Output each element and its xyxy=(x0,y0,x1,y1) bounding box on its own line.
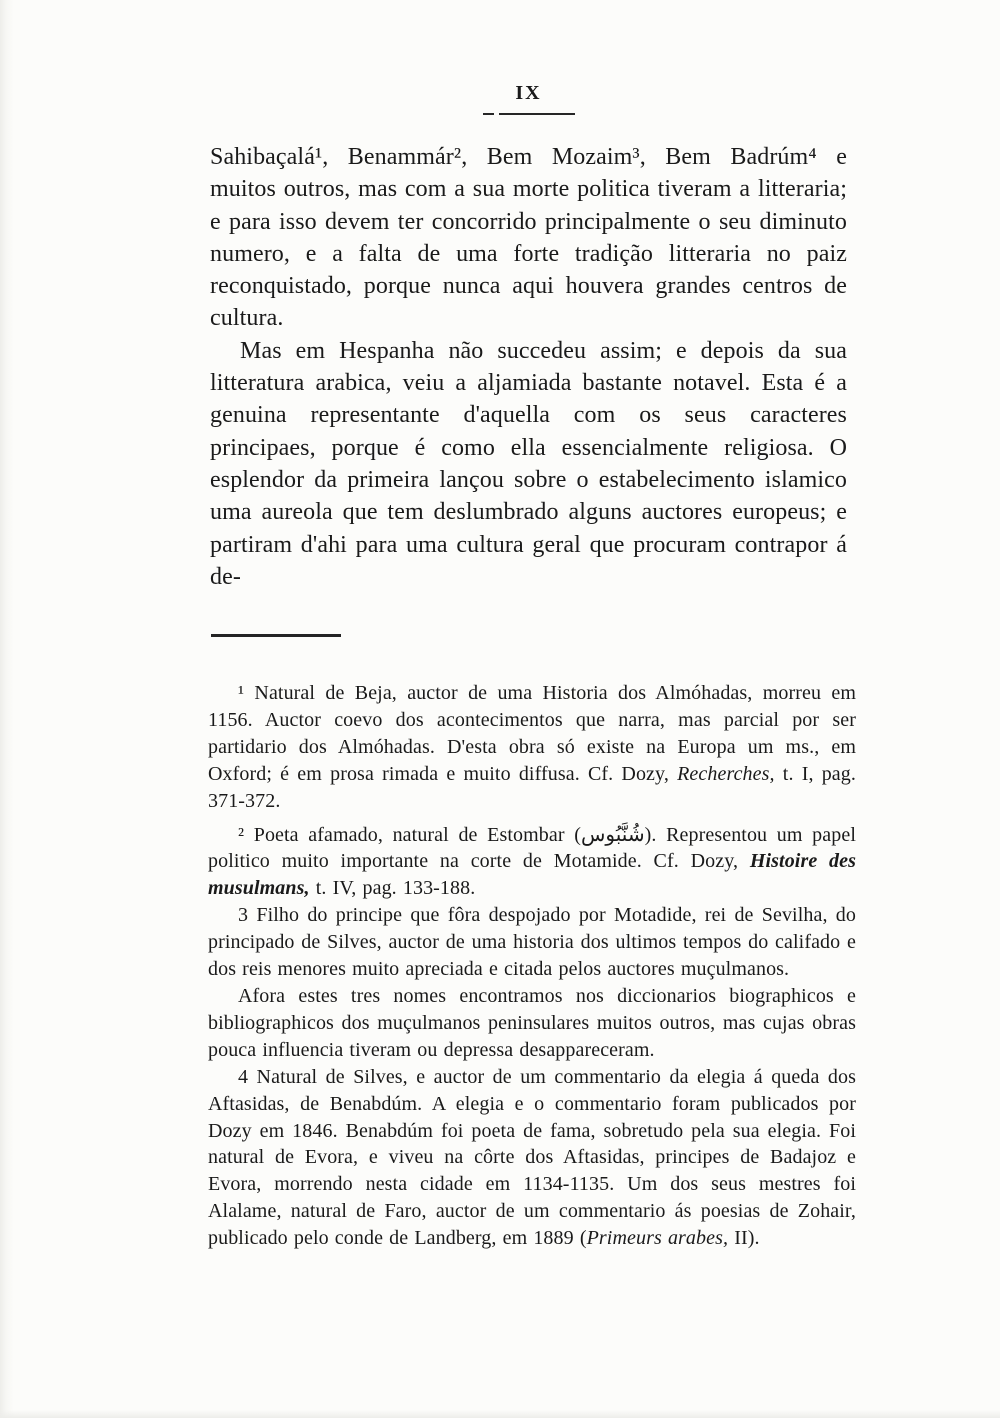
footnote-3 xyxy=(208,902,856,983)
footnote-2-text: ² Poeta afamado, natural de Estombar (شُنَّبُوس). Representou um papel politico muito importante na corte de Motamide. Cf. Dozy, xyxy=(208,823,856,873)
footnote-3-text: 3 Filho do principe que fôra despojado por Motadide, rei de Sevilha, do principado de Silves, auctor de uma historia dos ultimos tempos do califado e dos reis menores muito apreciada e citada pelos auctores muçulmanos. xyxy=(208,904,856,981)
footnote-4-text: 4 Natural de Silves, e auctor de um commentario da elegia á queda dos Aftasidas, de Benabdúm. A elegia e o commentario foram publicados por Dozy em 1846. Benabdúm foi poeta de fama, sobretudo pela sua elegia. Foi natural de Evora, e viveu na côrte dos Aftasidas, principes de Badajoz e Evora, morrendo nesta cidade em 1134-1135. Um dos seus mestres foi Alalame, natural de Faro, auctor de um commentario ás poesias de Zohair, publicado pelo conde de Landberg, em 1889 ( xyxy=(208,1065,856,1250)
footnote-afora-paragraph xyxy=(208,983,856,1064)
main-paragraph-2: Mas em Hespanha não succedeu assim; e depois da sua litteratura arabica, veiu a aljamiada bastante notavel. Esta é a genuina representante d'aquella com os seus caracteres principaes, porque é como ella essencialmente religiosa. O esplendor da primeira lançou sobre o estabelecimento islamico uma aureola que tem deslumbrado alguns auctores europeus; e partiram d'ahi para uma cultura geral que procuram contrapor á de- xyxy=(210,337,847,590)
footnote-2 xyxy=(208,822,856,903)
footnote-2-citation: t. IV, pag. 133-188. xyxy=(309,877,476,900)
footnote-separator-rule xyxy=(211,634,341,637)
header-rule-line xyxy=(499,113,575,115)
footnote-1-citation: t. I, pag. 371-372. xyxy=(208,762,856,812)
main-paragraph-1: Sahibaçalá¹, Benammár², Bem Mozaim³, Bem Badrúm⁴ e muitos outros, mas com a sua morte politica tiveram a litteraria; e para isso devem ter concorrido principalmente o seu diminuto numero, e a falta de uma forte tradição litteraria no paiz reconquistado, porque nunca aqui houvera grandes centros de cultura. xyxy=(210,144,847,332)
footnote-afora-text: Afora estes tres nomes encontramos nos diccionarios biographicos e bibliographicos dos muçulmanos peninsulares muitos outros, mas cujas obras pouca influencia tiveram ou depressa desappareceram. xyxy=(208,984,856,1061)
header-rule xyxy=(210,113,847,115)
header-rule-dash xyxy=(483,113,494,115)
footnote-4-citation: II). xyxy=(728,1227,760,1250)
footnote-1-text: ¹ Natural de Beja, auctor de uma Historia dos Almóhadas, morreu em 1156. Auctor coevo dos acontecimentos que narra, mas parcial por ser partidario dos Almóhadas. D'esta obra só existe na Europa um ms., em Oxford; é em prosa rimada e muito diffusa. Cf. Dozy, xyxy=(208,682,856,785)
page-number: IX xyxy=(515,82,542,104)
main-text-block xyxy=(210,141,847,593)
page-header xyxy=(210,83,847,115)
footnote-4 xyxy=(208,1064,856,1252)
footnote-1 xyxy=(208,680,856,815)
footnotes-block xyxy=(208,680,856,1252)
footnote-4-work-title: Primeurs arabes, xyxy=(586,1227,729,1250)
footnote-2-work-title: Histoire des musulmans, xyxy=(208,850,857,900)
footnote-1-work-title: Recherches, xyxy=(677,762,775,785)
